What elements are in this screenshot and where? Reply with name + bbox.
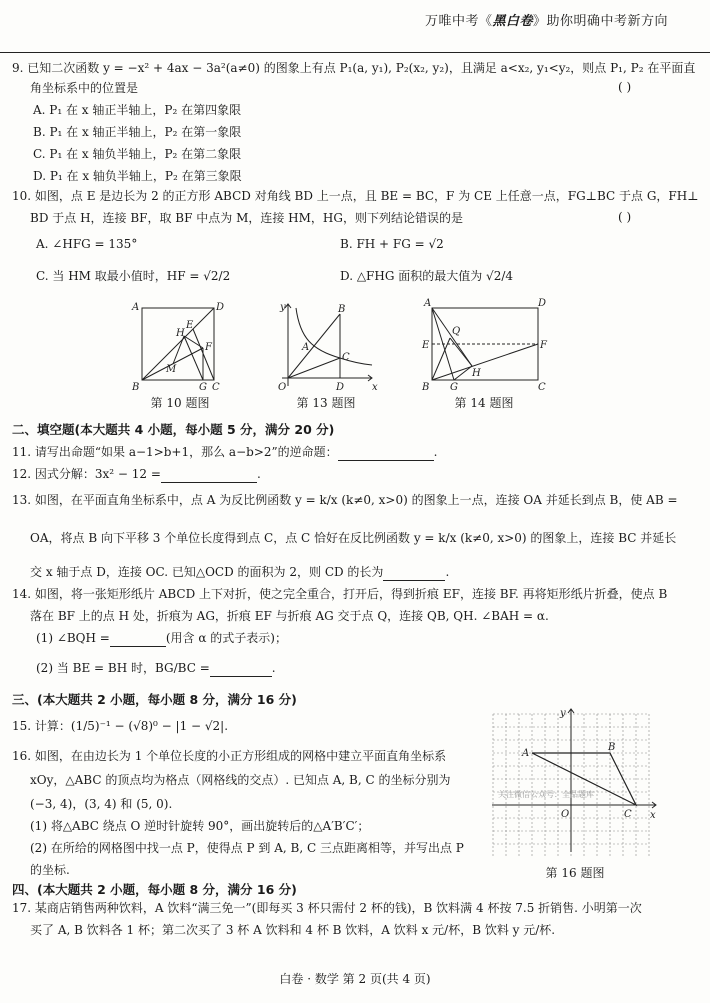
q12-answer-blank [161, 466, 257, 483]
q12-text [12, 466, 261, 483]
q10-option-c: C. 当 HM 取最小值时，HF = √2/2 [36, 269, 231, 283]
q14-line2: 落在 BF 上的点 H 处，折痕为 AG，折痕 EF 与折痕 AG 交于点 Q，连接 QB, QH. ∠BAH = α. [30, 609, 549, 623]
q14-part2-end: . [271, 661, 276, 675]
fig10-label-m: M [166, 364, 177, 375]
q13-line1: 13. 如图，在平面直角坐标系中，点 A 为反比例函数 y = k/x (k≠0, x>0) 的图象上一点，连接 OA 并延长到点 B，使 AB = [12, 493, 678, 507]
fig14-segment-ah [432, 308, 472, 366]
q14-line1: 14. 如图，将一张矩形纸片 ABCD 上下对折，使之完全重合，打开后，得到折痕 EF，连接 BF. 再将矩形纸片折叠，使点 B [12, 587, 668, 601]
fig14-segment-gh [454, 366, 472, 380]
q14-part1-stem: (1) ∠BQH = [36, 631, 110, 645]
q17-line1: 17. 某商店销售两种饮料，A 饮料“满三免一”(即每买 3 杯只需付 2 杯的钱)，B 饮料满 4 杯按 7.5 折销售. 小明第一次 [12, 901, 642, 915]
fig14-label-d: D [538, 298, 547, 309]
q16-line3: (−3, 4)，(3, 4) 和 (5, 0). [30, 797, 173, 811]
q9-option-a: A. P₁ 在 x 轴正半轴上，P₂ 在第四象限 [33, 103, 242, 117]
q9-option-d: D. P₁ 在 x 轴负半轴上，P₂ 在第三象限 [33, 169, 242, 183]
figure-13 [272, 298, 380, 394]
q16-line1: 16. 如图，在由边长为 1 个单位长度的小正方形组成的网格中建立平面直角坐标系 [12, 749, 447, 763]
q16-line2: xOy，△ABC 的顶点均为格点（网格线的交点）. 已知点 A, B, C 的坐标分别为 [30, 773, 451, 787]
header-rule [0, 52, 710, 53]
fig16-label-x: x [650, 810, 656, 821]
q13-line2: OA，将点 B 向下平移 3 个单位长度得到点 C，点 C 恰好在反比例函数 y = k/x (k≠0, x>0) 的图象上，连接 BC 并延长 [30, 531, 677, 545]
figure-10 [128, 298, 232, 394]
fig14-segment-bf [432, 344, 538, 380]
fig13-label-x: x [372, 382, 378, 393]
q9-stem-line1: 9. 已知二次函数 y = −x² + 4ax − 3a²(a≠0) 的图象上有点 P₁(a, y₁), P₂(x₂, y₂)，且满足 a<x₂, y₁<y₂，则点 P₁, P₂ 在平面直 [12, 61, 696, 75]
section-3-heading: 三、(本大题共 2 小题，每小题 8 分，满分 16 分) [12, 692, 297, 707]
fig14-label-c: C [538, 382, 546, 393]
fig13-caption: 第 13 题图 [296, 396, 356, 410]
fig10-label-h: H [176, 328, 185, 339]
page-footer: 白卷 · 数学 第 2 页(共 4 页) [279, 972, 431, 986]
fig14-segment-qh [450, 338, 472, 366]
fig13-label-a: A [302, 342, 310, 353]
fig14-label-b: B [422, 382, 430, 393]
header-prefix: 万唯中考《 [424, 14, 493, 29]
header-brand: 黑白卷 [492, 14, 533, 29]
q15-text: 15. 计算：(1/5)⁻¹ − (√8)⁰ − |1 − √2|. [12, 719, 229, 733]
q9-answer-paren: ( ) [618, 80, 632, 94]
fig14-label-q: Q [452, 326, 461, 337]
fig10-caption: 第 10 题图 [150, 396, 210, 410]
q10-option-d: D. △FHG 面积的最大值为 √2/4 [340, 269, 514, 283]
q16-line5: (2) 在所给的网格图中找一点 P，使得点 P 到 A, B, C 三点距离相等，并写出点 P [30, 841, 464, 855]
fig14-crease-ag [432, 308, 454, 380]
fig10-segment-hm [173, 336, 184, 364]
q13-line3 [30, 564, 449, 581]
q10-option-a: A. ∠HFG = 135° [36, 237, 138, 251]
q17-line2: 买了 A, B 饮料各 1 杯；第二次买了 3 杯 A 饮料和 4 杯 B 饮料，A 饮料 x 元/杯，B 饮料 y 元/杯. [30, 923, 556, 937]
header-suffix: 》助你明确中考新方向 [532, 14, 668, 29]
q11-stem: 11. 请写出命题“如果 a−1>b+1，那么 a−b>2”的逆命题： [12, 445, 338, 459]
fig13-label-y: y [280, 302, 286, 313]
fig10-label-c: C [212, 382, 220, 393]
fig13-hyperbola [296, 308, 372, 365]
fig13-label-b: B [338, 304, 346, 315]
q14-part1-blank [110, 630, 166, 647]
fig13-label-d: D [336, 382, 345, 393]
q11-answer-blank [338, 444, 434, 461]
q13-end: . [445, 565, 450, 579]
running-header [425, 10, 668, 29]
fig10-label-e: E [186, 320, 194, 331]
q14-part2 [36, 660, 276, 677]
q10-option-b: B. FH + FG = √2 [340, 237, 444, 251]
q13-line3-stem: 交 x 轴于点 D，连接 OC. 已知△OCD 的面积为 2，则 CD 的长为 [30, 565, 384, 579]
section-2-heading: 二、填空题(本大题共 4 小题，每小题 5 分，满分 20 分) [12, 422, 335, 437]
q12-stem: 12. 因式分解：3x² − 12 = [12, 467, 161, 481]
fig13-label-c: C [342, 352, 350, 363]
q16-line6: 的坐标. [30, 863, 70, 877]
fig14-label-h: H [472, 368, 481, 379]
q13-answer-blank [383, 564, 445, 581]
fig16-label-y: y [560, 708, 566, 719]
q11-text [12, 444, 437, 461]
q14-part1 [36, 630, 287, 647]
q16-line4: (1) 将△ABC 绕点 O 逆时针旋转 90°，画出旋转后的△A′B′C′； [30, 819, 370, 833]
fig10-label-b: B [132, 382, 140, 393]
fig10-label-g: G [199, 382, 207, 393]
fig16-label-b: B [608, 742, 616, 753]
fig16-label-a: A [522, 748, 530, 759]
fig14-label-e: E [422, 340, 430, 351]
fig14-label-g: G [450, 382, 458, 393]
fig16-label-c: C [624, 809, 632, 820]
fig16-caption: 第 16 题图 [545, 866, 605, 880]
q12-end: . [256, 467, 261, 481]
fig14-label-f: F [540, 340, 547, 351]
fig13-label-o: O [278, 382, 287, 393]
q14-part2-blank [210, 660, 272, 677]
q10-stem-line2: BD 于点 H，连接 BF，取 BF 中点为 M，连接 HM，HG，则下列结论错误的是 [30, 211, 463, 225]
q9-option-c: C. P₁ 在 x 轴负半轴上，P₂ 在第二象限 [33, 147, 242, 161]
q14-part1-end: (用含 α 的式子表示)； [165, 631, 287, 645]
q10-stem-line1: 10. 如图，点 E 是边长为 2 的正方形 ABCD 对角线 BD 上一点，且 BE = BC，F 为 CE 上任意一点，FG⊥BC 于点 G，FH⊥ [12, 189, 699, 203]
fig16-watermark: 关注微信公众号：全品题库 [498, 790, 594, 799]
q9-stem-line2: 角坐标系中的位置是 [30, 81, 139, 95]
fig14-caption: 第 14 题图 [454, 396, 514, 410]
figure-14 [420, 298, 548, 394]
q9-option-b: B. P₁ 在 x 轴正半轴上，P₂ 在第一象限 [33, 125, 242, 139]
q11-end: . [433, 445, 438, 459]
fig10-label-d: D [216, 302, 225, 313]
fig14-label-a: A [424, 298, 432, 309]
figure-16-grid [488, 706, 660, 856]
fig10-label-f: F [205, 342, 212, 353]
fig10-label-a: A [132, 302, 140, 313]
fig16-label-o: O [561, 809, 570, 820]
fig10-segment-hg [184, 336, 203, 380]
q10-answer-paren: ( ) [618, 210, 632, 224]
section-4-heading: 四、(本大题共 2 小题，每小题 8 分，满分 16 分) [12, 882, 297, 897]
q14-part2-stem: (2) 当 BE = BH 时，BG/BC = [36, 661, 210, 675]
